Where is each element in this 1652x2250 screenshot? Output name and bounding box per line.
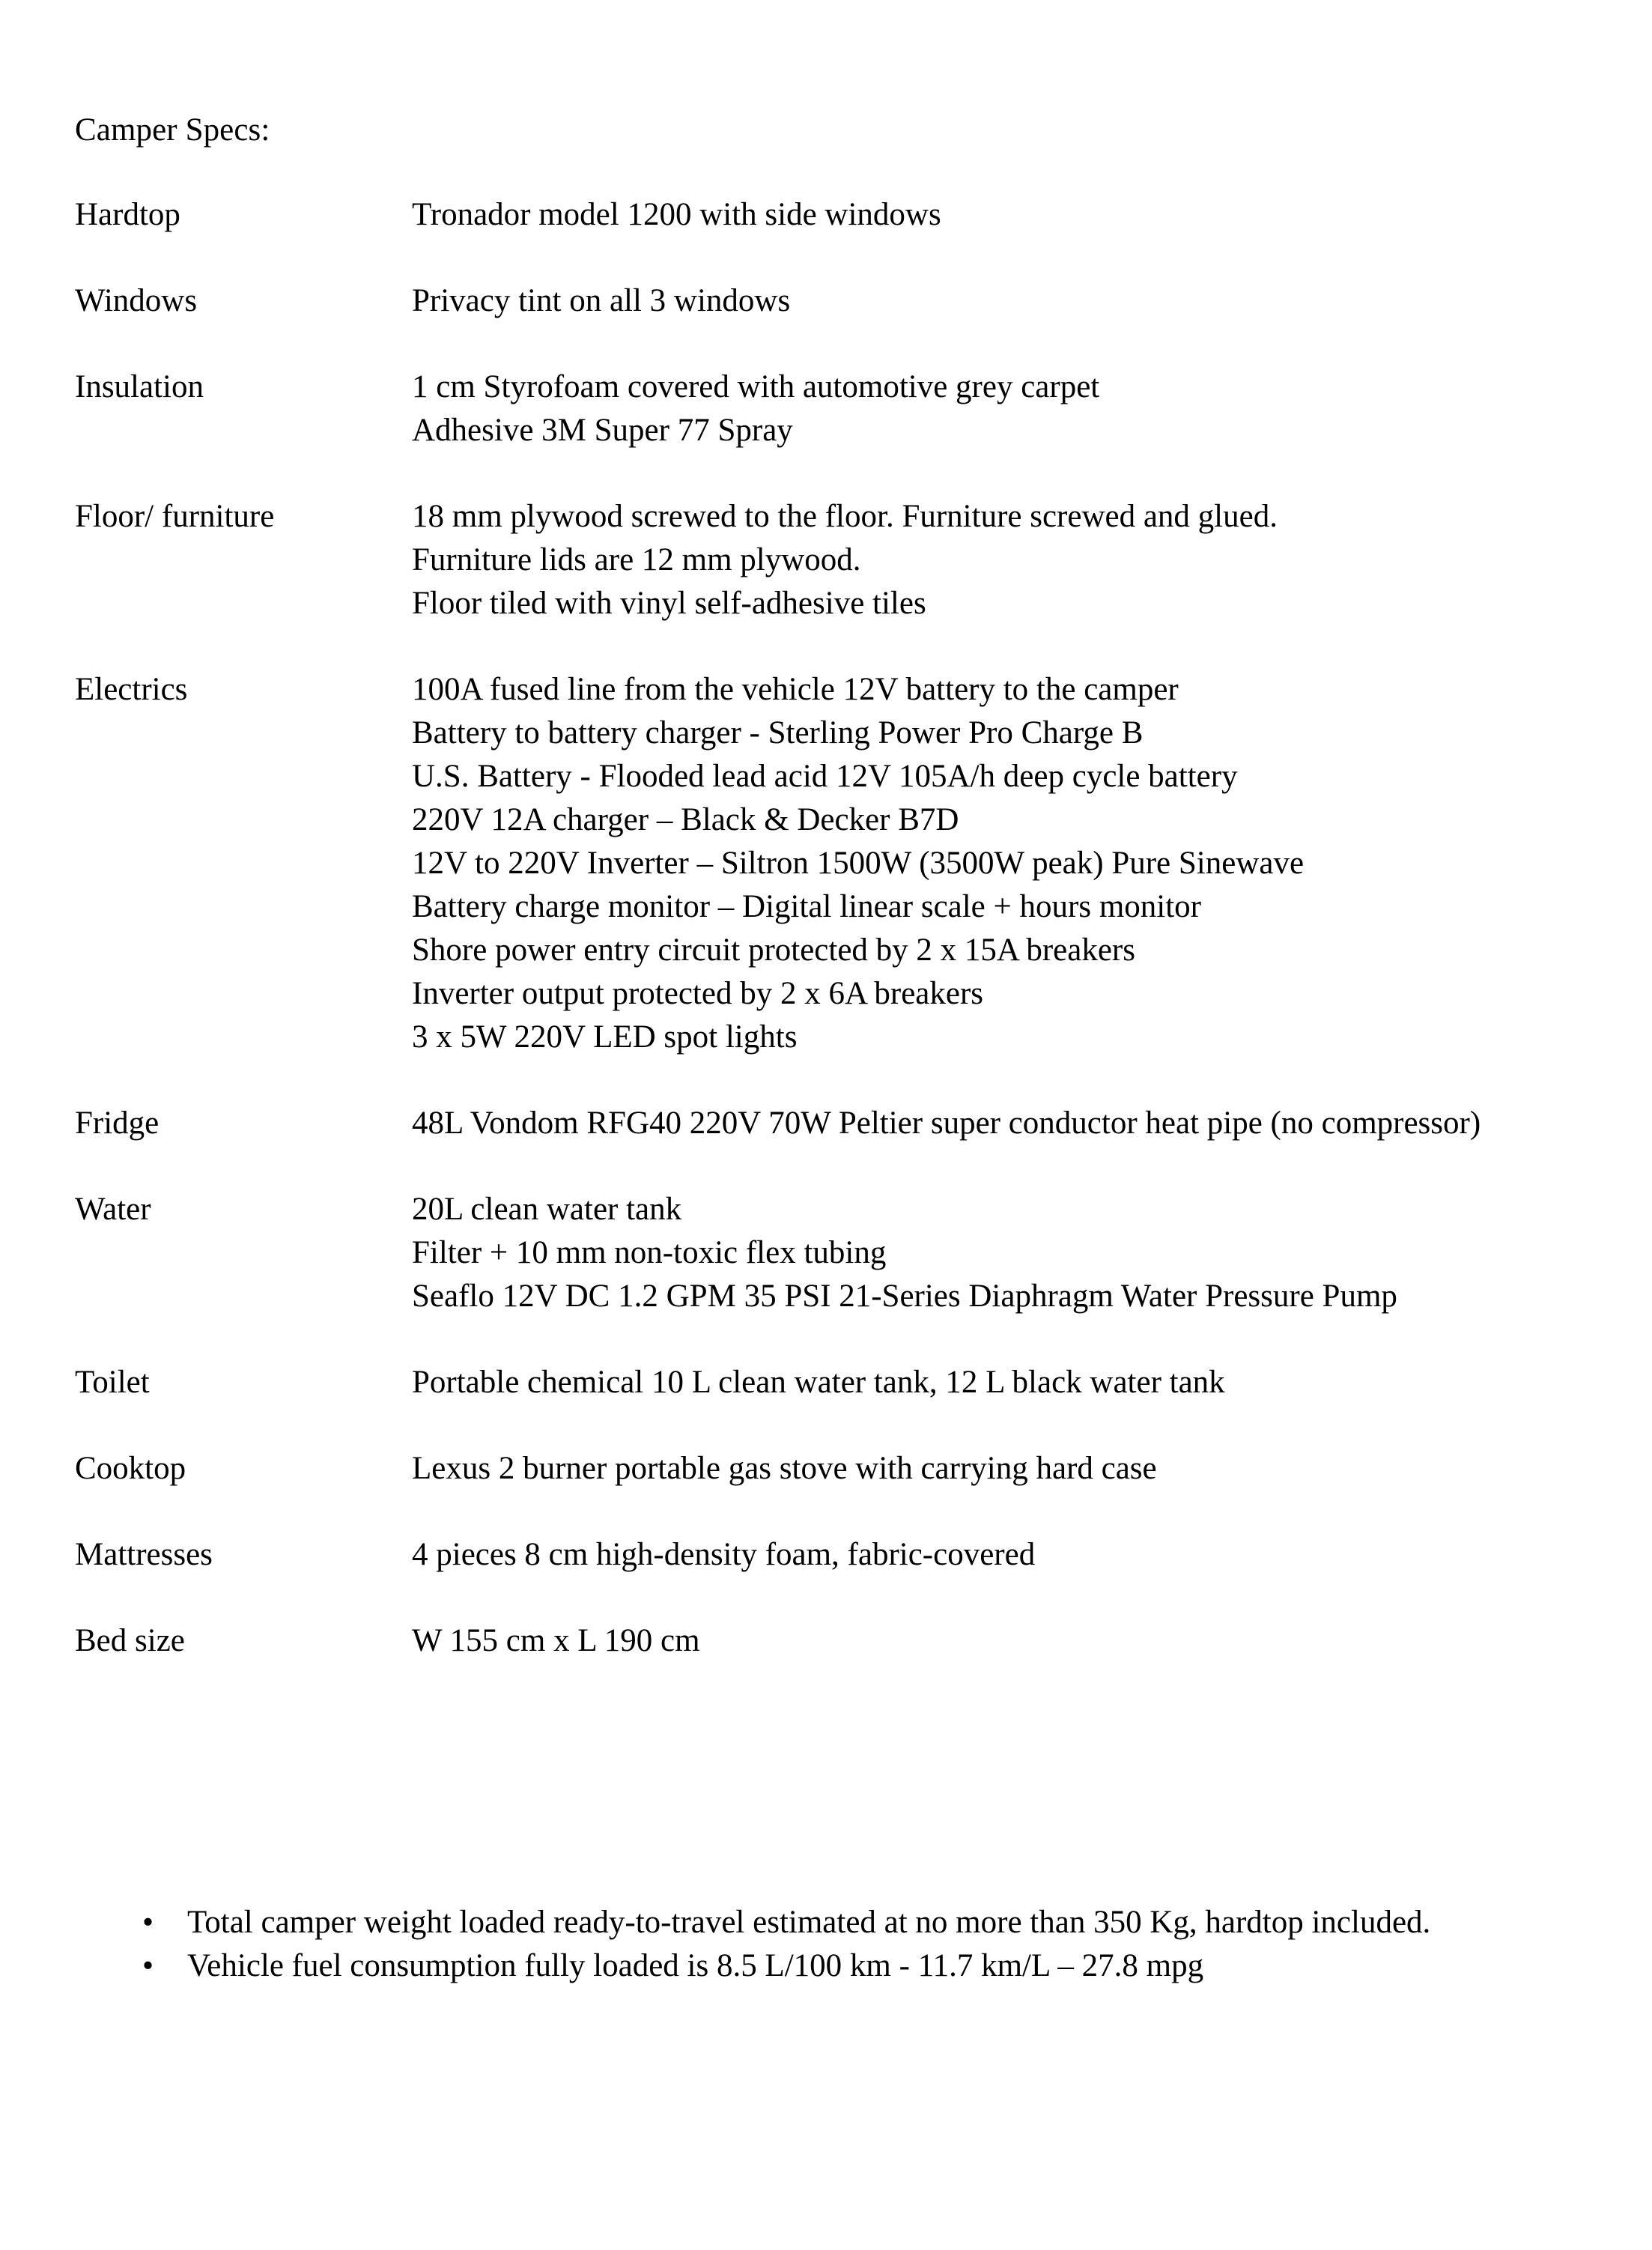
spec-value-line: Shore power entry circuit protected by 2 x 15A breakers <box>412 933 1135 968</box>
spec-value-line: Adhesive 3M Super 77 Spray <box>412 413 793 448</box>
spec-label: Windows <box>75 283 198 318</box>
spec-row <box>75 193 1573 237</box>
spec-value-line: Privacy tint on all 3 windows <box>412 283 791 318</box>
spec-value-line: 4 pieces 8 cm high-density foam, fabric-covered <box>412 1537 1036 1572</box>
spec-value-line: Furniture lids are 12 mm plywood. <box>412 542 861 577</box>
spec-row <box>75 279 1573 323</box>
spec-label: Cooktop <box>75 1451 186 1486</box>
spec-label: Fridge <box>75 1106 160 1141</box>
spec-table <box>75 193 1573 1663</box>
notes-list <box>142 1901 1535 1988</box>
spec-values <box>412 1188 1573 1318</box>
spec-row <box>75 1361 1573 1404</box>
list-item <box>142 1944 1535 1988</box>
page-title: Camper Specs: <box>75 112 270 148</box>
spec-label: Hardtop <box>75 197 180 232</box>
spec-row <box>75 495 1573 625</box>
spec-value-line: Inverter output protected by 2 x 6A breakers <box>412 976 983 1011</box>
list-item-text: Vehicle fuel consumption fully loaded is 8.5 L/100 km - 11.7 km/L – 27.8 mpg <box>187 1948 1204 1983</box>
spec-value-line: U.S. Battery - Flooded lead acid 12V 105A/h deep cycle battery <box>412 759 1238 794</box>
spec-values <box>412 668 1573 1059</box>
spec-value-line: Floor tiled with vinyl self-adhesive tiles <box>412 586 926 621</box>
spec-value-line: 48L Vondom RFG40 220V 70W Peltier super conductor heat pipe (no compressor) <box>412 1106 1481 1141</box>
spec-row <box>75 366 1573 452</box>
spec-values <box>412 193 1573 237</box>
spec-value-line: 18 mm plywood screwed to the floor. Furniture screwed and glued. <box>412 499 1278 534</box>
spec-row <box>75 1102 1573 1145</box>
spec-values <box>412 1361 1573 1404</box>
spec-value-line: 12V to 220V Inverter – Siltron 1500W (3500W peak) Pure Sinewave <box>412 846 1305 881</box>
spec-row <box>75 668 1573 1059</box>
spec-value-line: Tronador model 1200 with side windows <box>412 197 941 232</box>
spec-value-line: Battery to battery charger - Sterling Power Pro Charge B <box>412 715 1144 750</box>
spec-value-line: 3 x 5W 220V LED spot lights <box>412 1019 798 1055</box>
spec-row <box>75 1188 1573 1318</box>
spec-values <box>412 1102 1573 1145</box>
spec-value-line: Filter + 10 mm non-toxic flex tubing <box>412 1235 887 1270</box>
spec-values <box>412 1619 1573 1663</box>
spec-label: Mattresses <box>75 1537 213 1572</box>
spec-row <box>75 1533 1573 1577</box>
list-item <box>142 1901 1535 1944</box>
spec-value-line: 100A fused line from the vehicle 12V battery to the camper <box>412 672 1179 707</box>
document-body <box>75 111 1573 1663</box>
spec-label: Water <box>75 1192 151 1227</box>
spec-value-line: W 155 cm x L 190 cm <box>412 1623 700 1658</box>
spec-value-line: Battery charge monitor – Digital linear scale + hours monitor <box>412 889 1201 924</box>
spec-values <box>412 279 1573 323</box>
spec-value-line: Lexus 2 burner portable gas stove with carrying hard case <box>412 1451 1157 1486</box>
spec-value-line: 1 cm Styrofoam covered with automotive grey carpet <box>412 369 1100 404</box>
spec-label: Floor/ furniture <box>75 499 275 534</box>
spec-label: Insulation <box>75 369 204 404</box>
spec-row <box>75 1447 1573 1491</box>
spec-label: Bed size <box>75 1623 185 1658</box>
spec-value-line: 20L clean water tank <box>412 1192 682 1227</box>
spec-values <box>412 366 1573 452</box>
spec-values <box>412 495 1573 625</box>
spec-label: Toilet <box>75 1365 150 1400</box>
bullet-icon: • <box>142 1905 154 1940</box>
spec-value-line: Portable chemical 10 L clean water tank, 12 L black water tank <box>412 1365 1225 1400</box>
spec-row <box>75 1619 1573 1663</box>
bullet-icon: • <box>142 1948 154 1983</box>
spec-values <box>412 1533 1573 1577</box>
spec-values <box>412 1447 1573 1491</box>
list-item-text: Total camper weight loaded ready-to-travel estimated at no more than 350 Kg, hardtop included. <box>187 1905 1431 1940</box>
spec-value-line: Seaflo 12V DC 1.2 GPM 35 PSI 21-Series Diaphragm Water Pressure Pump <box>412 1279 1397 1314</box>
spec-value-line: 220V 12A charger – Black & Decker B7D <box>412 802 959 837</box>
spec-label: Electrics <box>75 672 188 707</box>
